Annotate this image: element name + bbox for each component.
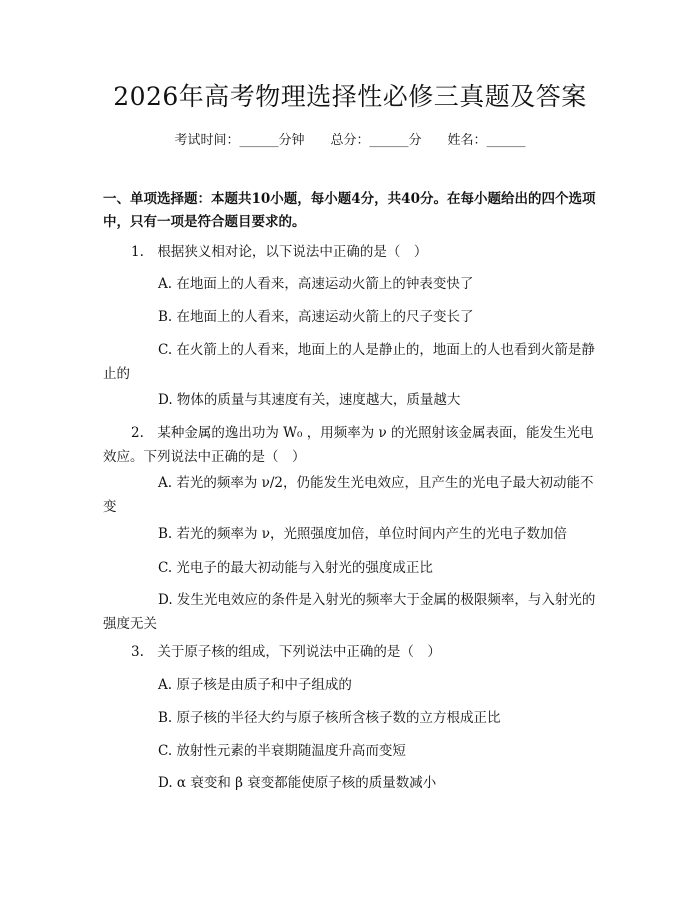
question-3-stem: 3. 关于原子核的组成，下列说法中正确的是（ ） (131, 644, 441, 660)
question-1-option-b: B. 在地面上的人看来，高速运动火箭上的尺子变长了 (158, 309, 474, 325)
question-3-option-c: C. 放射性元素的半衰期随温度升高而变短 (158, 743, 406, 759)
section-header: 一、单项选择题：本题共10小题，每小题4分，共40分。在每小题给出的四个选项中，只有一项是符合题目要求的。 (103, 191, 596, 230)
exam-title: 2026年高考物理选择性必修三真题及答案 (113, 82, 587, 111)
question-3-option-a: A. 原子核是由质子和中子组成的 (158, 677, 352, 693)
question-2-option-d: D. 发生光电效应的条件是入射光的频率大于金属的极限频率，与入射光的强度无关 (103, 592, 596, 632)
question-1-option-c: C. 在火箭上的人看来，地面上的人是静止的，地面上的人也看到火箭是静止的 (103, 342, 595, 382)
question-1-option-a: A. 在地面上的人看来，高速运动火箭上的钟表变快了 (158, 276, 474, 292)
exam-time-field: 考试时间：______分钟 (174, 133, 305, 148)
question-2-option-b: B. 若光的频率为 ν，光照强度加倍，单位时间内产生的光电子数加倍 (158, 526, 568, 542)
question-2-option-c: C. 光电子的最大初动能与入射光的强度成正比 (158, 560, 433, 576)
question-2-stem: 2. 某种金属的逸出功为 W₀ ，用频率为 ν 的光照射该金属表面，能发生光电效应。下列说法中正确的是（ ） (103, 425, 594, 465)
question-3-option-b: B. 原子核的半径大约与原子核所含核子数的立方根成正比 (158, 710, 501, 726)
question-2-option-a: A. 若光的频率为 ν/2，仍能发生光电效应，且产生的光电子最大初动能不变 (103, 475, 594, 515)
question-1-option-d: D. 物体的质量与其速度有关，速度越大，质量越大 (158, 392, 461, 408)
question-1-stem: 1. 根据狭义相对论，以下说法中正确的是（ ） (131, 244, 428, 260)
student-name-field: 姓名：______ (447, 133, 526, 148)
question-3-option-d: D. α 衰变和 β 衰变都能使原子核的质量数减小 (158, 775, 437, 791)
total-score-field: 总分：______分 (330, 133, 422, 148)
exam-meta (0, 131, 700, 151)
